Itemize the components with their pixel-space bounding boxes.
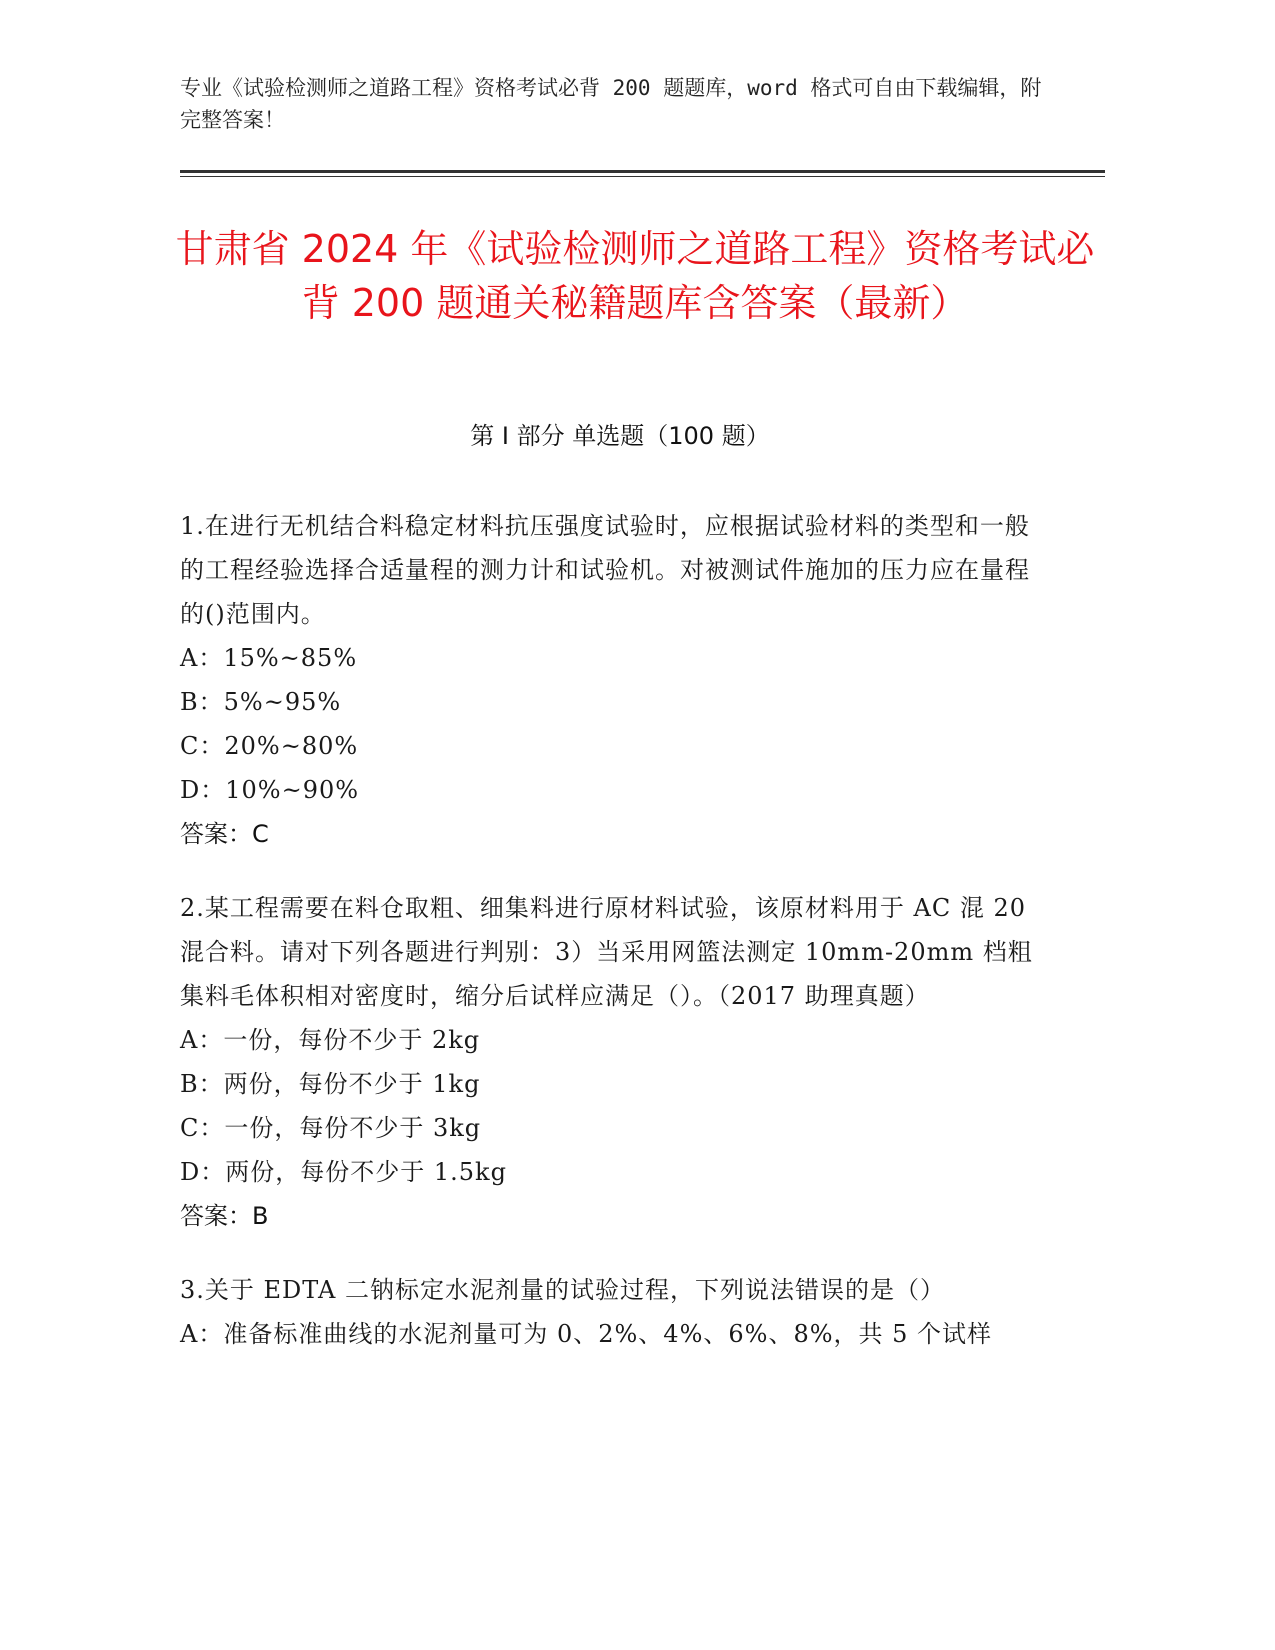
question-1 bbox=[180, 504, 1040, 856]
option-a: A：一份，每份不少于 2kg bbox=[180, 1026, 481, 1054]
option-b: B：5%~95% bbox=[180, 688, 342, 716]
option-a: A：15%~85% bbox=[180, 644, 358, 672]
question-3 bbox=[180, 1268, 1040, 1356]
option-b: B：两份，每份不少于 1kg bbox=[180, 1070, 481, 1098]
option-d: D：10%~90% bbox=[180, 776, 360, 804]
document-title: 甘肃省 2024 年《试验检测师之道路工程》资格考试必背 200 题通关秘籍题库含答案（最新） bbox=[175, 227, 1095, 325]
option-c: C：一份，每份不少于 3kg bbox=[180, 1114, 482, 1142]
question-2 bbox=[180, 886, 1040, 1238]
answer: 答案：B bbox=[180, 1202, 269, 1230]
option-d: D：两份，每份不少于 1.5kg bbox=[180, 1158, 507, 1186]
question-stem: 2.某工程需要在料仓取粗、细集料进行原材料试验，该原材料用于 AC 混 20 混合料。请对下列各题进行判别：3）当采用网篮法测定 10mm-20mm 档粗集料毛体积相对密度时，缩分后试样应满足（）。（2017 助理真题） bbox=[180, 894, 1033, 1010]
option-a: A：准备标准曲线的水泥剂量可为 0、2%、4%、6%、8%，共 5 个试样 bbox=[180, 1320, 993, 1348]
option-c: C：20%~80% bbox=[180, 732, 359, 760]
header-note: 专业《试验检测师之道路工程》资格考试必背 200 题题库，word 格式可自由下载编辑，附完整答案！ bbox=[180, 76, 1042, 132]
header-divider-thin bbox=[180, 176, 1105, 177]
answer: 答案：C bbox=[180, 820, 269, 848]
header-divider-thick bbox=[180, 170, 1105, 173]
question-stem: 3.关于 EDTA 二钠标定水泥剂量的试验过程，下列说法错误的是（） bbox=[180, 1276, 945, 1304]
section-heading: 第 I 部分 单选题（100 题） bbox=[470, 422, 770, 450]
question-stem: 1.在进行无机结合料稳定材料抗压强度试验时，应根据试验材料的类型和一般的工程经验选择合适量程的测力计和试验机。对被测试件施加的压力应在量程的()范围内。 bbox=[180, 512, 1030, 628]
question-list bbox=[180, 504, 1040, 1386]
